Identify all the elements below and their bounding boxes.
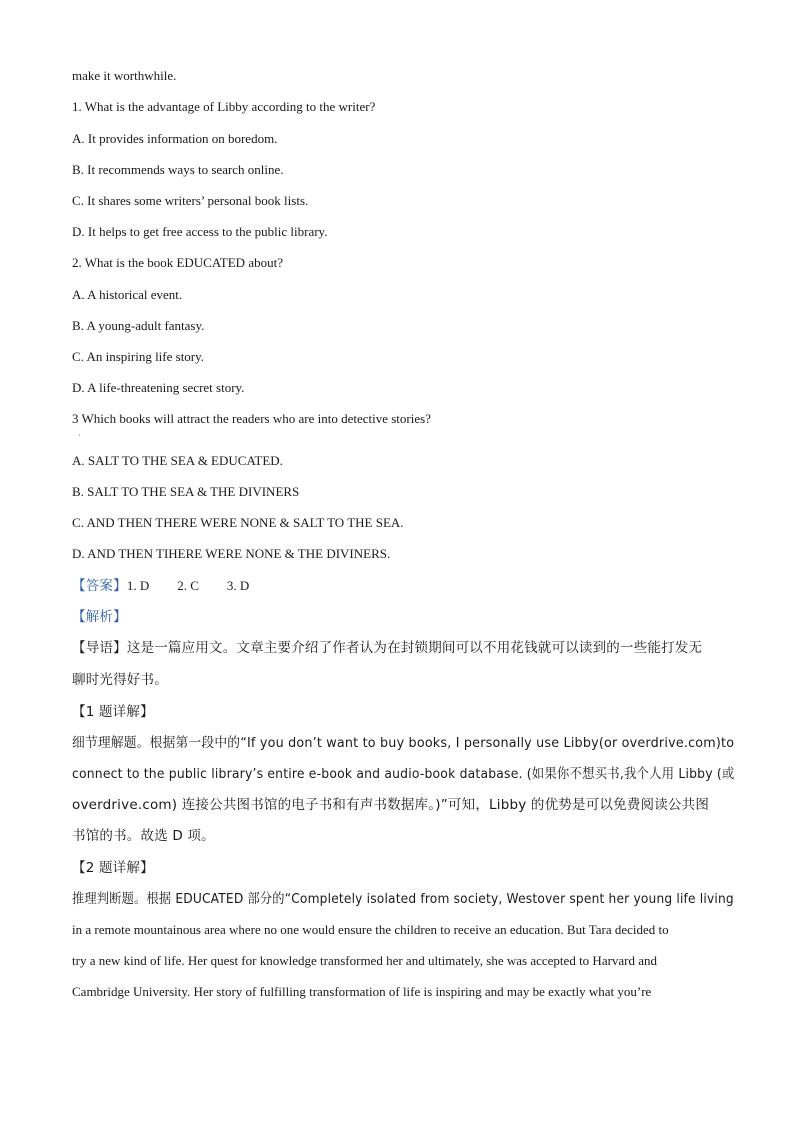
- q3-option-b: B. SALT TO THE SEA & THE DIVINERS: [72, 484, 300, 499]
- guide-line-2: 聊时光得好书。: [72, 672, 168, 688]
- question-2: 2. What is the book EDUCATED about?: [72, 255, 283, 270]
- guide-label: 【导语】: [72, 640, 127, 656]
- question-1: 1. What is the advantage of Libby according to the writer?: [72, 99, 376, 114]
- q1-option-c: C. It shares some writers’ personal book lists.: [72, 193, 309, 208]
- detail-1-line-4: 书馆的书。故选 D 项。: [72, 828, 215, 844]
- answer-2: 2. C: [177, 578, 199, 593]
- q2-option-a: A. A historical event.: [72, 287, 183, 302]
- q3-option-c: C. AND THEN THERE WERE NONE & SALT TO THE SEA.: [72, 515, 404, 530]
- detail-2-label: 【2 题详解】: [72, 860, 154, 876]
- q1-option-a: A. It provides information on boredom.: [72, 131, 278, 146]
- answer-row: [72, 578, 249, 594]
- q2-option-c: C. An inspiring life story.: [72, 349, 205, 364]
- q1-option-b: B. It recommends ways to search online.: [72, 162, 284, 177]
- detail-1-line-3: overdrive.com) 连接公共图书馆的电子书和有声书数据库。)”可知，Libby 的优势是可以免费阅读公共图: [72, 797, 710, 813]
- guide-line-1: [72, 640, 702, 656]
- q2-option-b: B. A young-adult fantasy.: [72, 318, 205, 333]
- q1-option-d: D. It helps to get free access to the public library.: [72, 224, 328, 239]
- detail-2-line-1: 推理判断题。根据 EDUCATED 部分的“Completely isolated from society, Westover spent her young life living: [72, 891, 734, 907]
- q3-option-a: A. SALT TO THE SEA & EDUCATED.: [72, 453, 283, 468]
- detail-1-label: 【1 题详解】: [72, 704, 154, 720]
- text-line: make it worthwhile.: [72, 68, 177, 83]
- detail-1-line-1: 细节理解题。根据第一段中的“If you don’t want to buy books, I personally use Libby(or overdrive.com)to: [72, 735, 735, 751]
- analysis-label: 【解析】: [72, 609, 127, 625]
- question-3: 3 Which books will attract the readers who are into detective stories?: [72, 411, 431, 426]
- answer-1: 1. D: [126, 578, 150, 593]
- guide-text: 这是一篇应用文。文章主要介绍了作者认为在封锁期间可以不用花钱就可以读到的一些能打发无: [126, 640, 703, 656]
- detail-1-line-2: connect to the public library’s entire e-book and audio-book database. (如果你不想买书,我个人用 Libby (或: [72, 766, 735, 782]
- answer-label: 【答案】: [72, 578, 127, 594]
- answer-3: 3. D: [226, 578, 250, 593]
- detail-2-line-2: in a remote mountainous area where no one would ensure the children to receive an education. But Tara decided to: [72, 922, 669, 937]
- q3-option-d: D. AND THEN TIHERE WERE NONE & THE DIVINERS.: [72, 546, 391, 561]
- detail-2-line-4: Cambridge University. Her story of fulfilling transformation of life is inspiring and may be exactly what you’re: [72, 984, 652, 999]
- detail-2-line-3: try a new kind of life. Her quest for knowledge transformed her and ultimately, she was accepted to Harvard and: [72, 953, 658, 968]
- stray-mark: ·: [78, 431, 81, 440]
- q2-option-d: D. A life-threatening secret story.: [72, 380, 245, 395]
